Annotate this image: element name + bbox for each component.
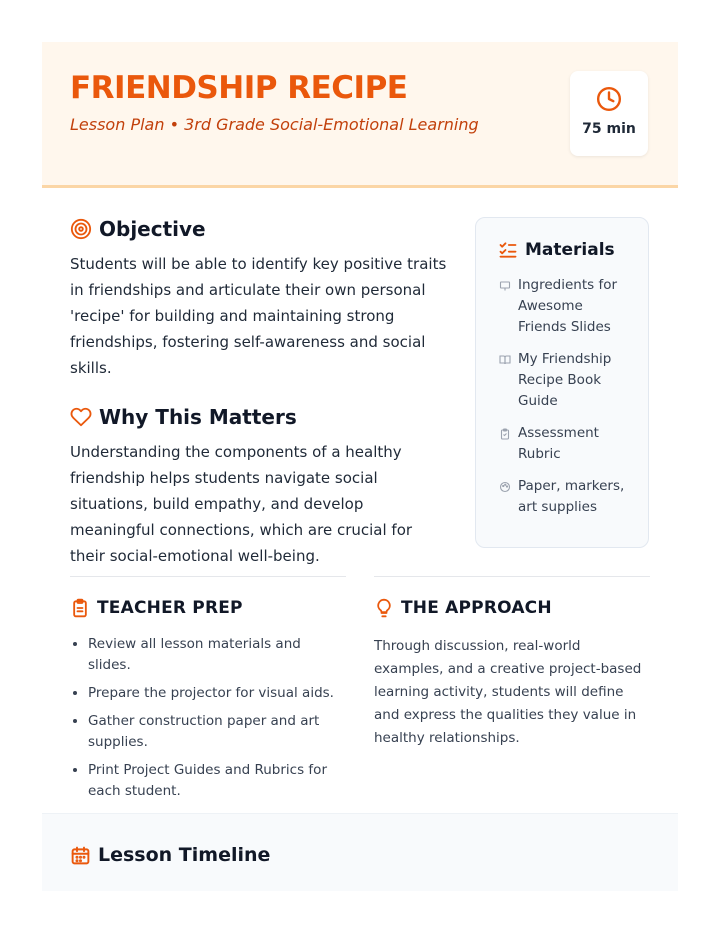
timeline-heading [70,844,270,866]
objective-heading [70,217,450,241]
materials-heading [498,240,628,260]
lesson-timeline-section [42,813,678,891]
list-item [498,476,628,518]
palette-icon [498,481,512,493]
list-item [498,349,628,412]
list-item [498,275,628,338]
objective-text: Students will be able to identify key positive traits in friendships and articulate their own personal 'recipe' for building and maintaining strong friendships, fostering self-awareness and social skills. [70,255,447,377]
clock-icon [596,86,622,112]
why-text: Understanding the components of a healthy friendship helps students navigate social situations, build empathy, and develop meaningful connections, which are crucial for their social-emotional well-being. [70,443,413,565]
heart-icon [70,406,92,428]
list-item [498,423,628,465]
divider [70,576,346,577]
book-icon [498,354,512,366]
materials-card [475,217,649,548]
checklist-icon [498,240,518,260]
material-label: My Friendship Recipe Book Guide [518,351,612,409]
presentation-icon [498,280,512,292]
lesson-plan-page [42,42,678,866]
duration-card [570,71,648,156]
page-title: FRIENDSHIP RECIPE [70,70,408,106]
list-item: • Print Project Guides and Rubrics for each student. [88,760,346,802]
left-column [70,217,450,569]
materials-title: Materials [525,240,615,260]
approach-heading [374,598,650,618]
teacher-prep-heading [70,598,346,618]
lightbulb-icon [374,598,394,618]
clipboard-list-icon [70,598,90,618]
objective-title: Objective [99,217,206,241]
teacher-prep-list [70,634,346,802]
approach-section [374,598,650,750]
timeline-title: Lesson Timeline [98,844,271,866]
list-item: • Prepare the projector for visual aids. [88,683,346,704]
divider [374,576,650,577]
why-heading [70,405,450,429]
materials-list [498,275,628,518]
list-item: • Review all lesson materials and slides. [88,634,346,676]
calendar-icon [70,845,91,866]
material-label: Paper, markers, art supplies [518,478,625,515]
page-subtitle: Lesson Plan • 3rd Grade Social-Emotional Learning [70,115,479,134]
list-item: • Gather construction paper and art supplies. [88,711,346,753]
target-icon [70,218,92,240]
why-title: Why This Matters [99,405,297,429]
material-label: Assessment Rubric [518,425,599,462]
header [42,42,678,188]
teacher-prep-title: TEACHER PREP [97,598,243,618]
duration-value: 75 min [582,121,636,137]
clipboard-icon [498,428,512,440]
teacher-prep-section [70,598,346,809]
material-label: Ingredients for Awesome Friends Slides [518,277,618,335]
approach-title: THE APPROACH [401,598,552,618]
approach-text: Through discussion, real-world examples, and a creative project-based learning activity, students will define and express the qualities they value in healthy relationships. [374,638,642,746]
